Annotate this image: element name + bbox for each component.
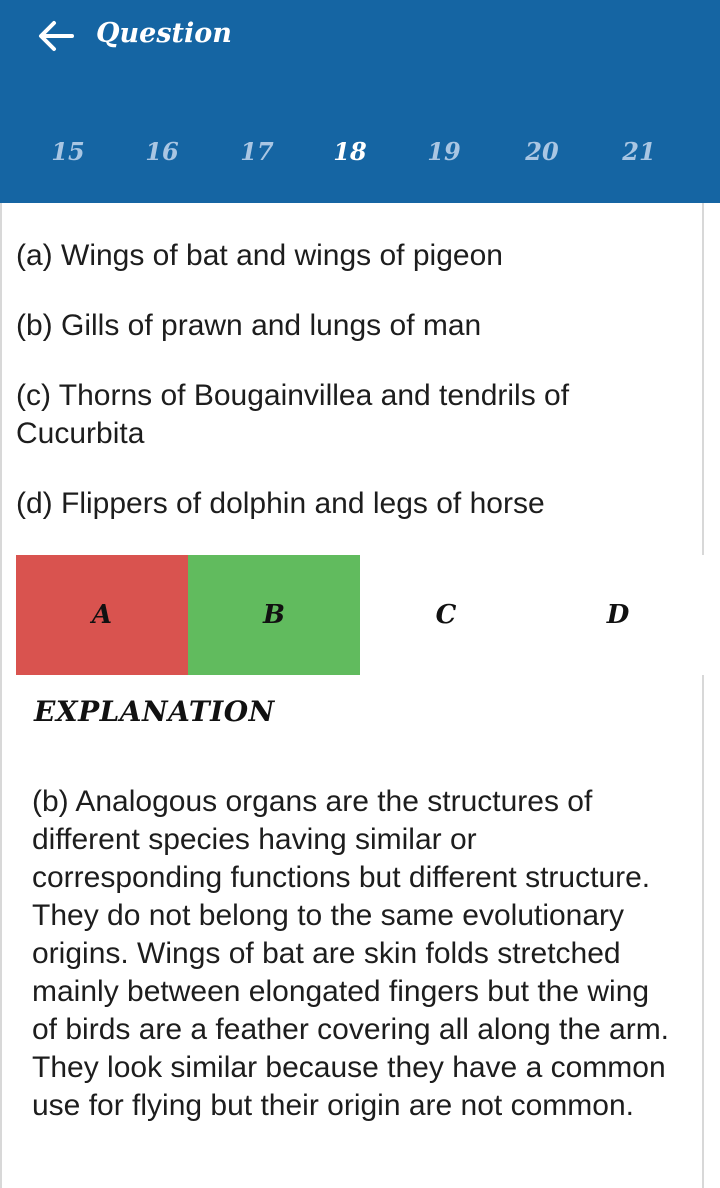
option-a-text: (a) Wings of bat and wings of pigeon: [16, 239, 503, 272]
tab-question-21[interactable]: 21: [622, 137, 656, 166]
answer-choices: [16, 555, 704, 675]
tab-question-19[interactable]: 19: [427, 137, 461, 166]
app-bar: [0, 0, 720, 203]
back-button[interactable]: [36, 18, 76, 54]
answer-d-button[interactable]: D: [532, 555, 704, 675]
question-number-tabs: [0, 128, 720, 176]
tab-question-15[interactable]: 15: [51, 137, 85, 166]
tab-question-17[interactable]: 17: [240, 137, 274, 166]
option-b-text: (b) Gills of prawn and lungs of man: [16, 309, 482, 342]
tab-question-20[interactable]: 20: [525, 137, 559, 166]
tab-question-18[interactable]: 18: [333, 137, 367, 166]
page-title: Question: [96, 18, 232, 49]
explanation-text: (b) Analogous organs are the structures of different species having similar or corresponding functions but different structure. They do not belong to the same evolutionary origins. Wings of bat are skin folds stretched mainly between elongated fingers but the wing of birds are a feather covering all along the arm. They look similar because they have a common use for flying but their origin are not common.: [32, 785, 670, 1122]
tab-question-16[interactable]: 16: [145, 137, 179, 166]
option-d-text: (d) Flippers of dolphin and legs of horse: [16, 487, 545, 520]
answer-c-button[interactable]: C: [360, 555, 532, 675]
answer-a-button[interactable]: A: [16, 555, 188, 675]
option-c-text: (c) Thorns of Bougainvillea and tendrils of Cucurbita: [16, 379, 570, 450]
answer-b-button[interactable]: B: [188, 555, 360, 675]
arrow-left-icon: [36, 18, 76, 54]
explanation-heading: EXPLANATION: [34, 695, 275, 728]
